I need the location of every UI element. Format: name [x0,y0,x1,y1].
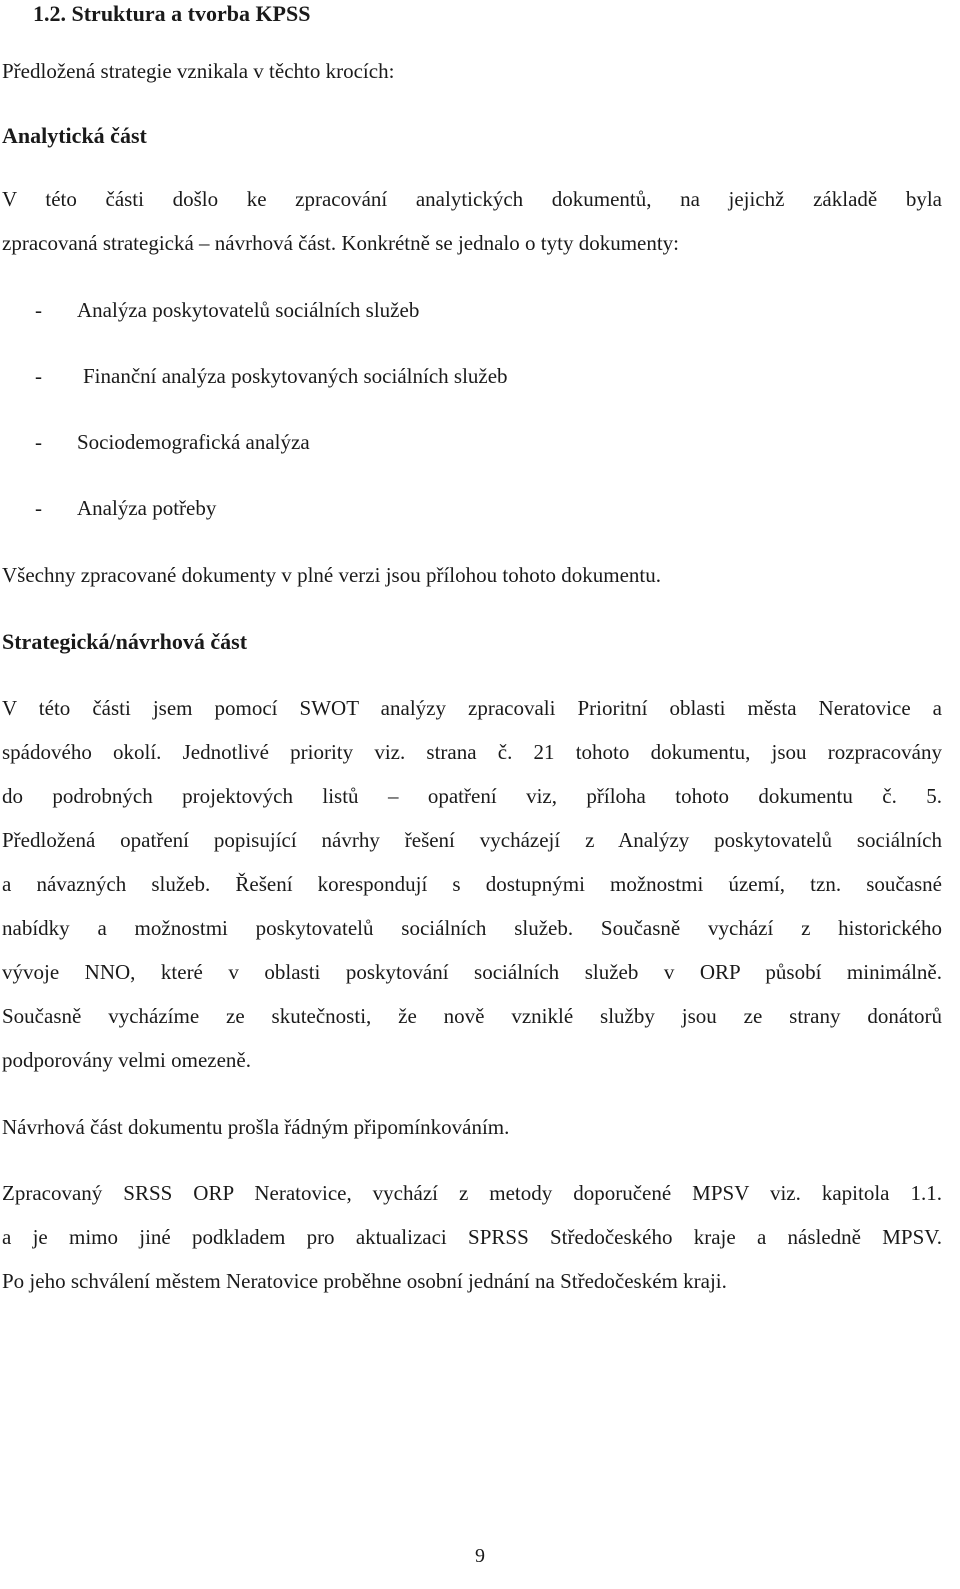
strategic-paragraph-line: do podrobných projektových listů – opatření viz, příloha tohoto dokumentu č. 5. [2,784,942,808]
list-item [35,300,419,321]
list-marker: - [35,298,42,322]
comments-text: Návrhová část dokumentu prošla řádným připomínkováním. [2,1115,510,1139]
strategic-paragraph-line: nabídky a možnostmi poskytovatelů sociálních služeb. Současně vychází z historického [2,916,942,940]
list-marker: - [35,496,42,520]
final-paragraph-line: Zpracovaný SRSS ORP Neratovice, vychází z metody doporučené MPSV viz. kapitola 1.1. [2,1181,942,1205]
analytic-paragraph-line: zpracovaná strategická – návrhová část. Konkrétně se jednalo o tyty dokumenty: [2,231,680,255]
analytic-heading: Analytická část [2,123,147,148]
strategic-paragraph-line: vývoje NNO, které v oblasti poskytování sociálních služeb v ORP působí minimálně. [2,960,942,984]
list-marker: - [35,364,42,388]
list-item [35,366,508,387]
analytic-paragraph-line: V této části došlo ke zpracování analytických dokumentů, na jejichž základě byla [2,187,942,211]
strategic-paragraph-line: Předložená opatření popisující návrhy řešení vycházejí z Analýzy poskytovatelů sociálních [2,828,942,852]
list-item [35,432,310,453]
list-item-text: Analýza potřeby [77,496,217,520]
final-paragraph-line: a je mimo jiné podkladem pro aktualizaci SPRSS Středočeského kraje a následně MPSV. [2,1225,942,1249]
strategic-paragraph-line: Současně vycházíme ze skutečnosti, že nově vzniklé služby jsou ze strany donátorů [2,1004,942,1028]
strategic-paragraph-line: V této části jsem pomocí SWOT analýzy zpracovali Prioritní oblasti města Neratovice a [2,696,942,720]
list-marker: - [35,430,42,454]
strategic-paragraph-line: spádového okolí. Jednotlivé priority viz. strana č. 21 tohoto dokumentu, jsou rozpracovány [2,740,942,764]
intro-text: Předložená strategie vznikala v těchto krocích: [2,59,395,83]
list-item-text: Analýza poskytovatelů sociálních služeb [77,298,420,322]
strategic-heading: Strategická/návrhová část [2,629,248,654]
list-item [35,498,216,519]
list-item-text: Sociodemografická analýza [77,430,310,454]
section-heading: 1.2. Struktura a tvorba KPSS [33,1,311,26]
list-item-text: Finanční analýza poskytovaných sociálních služeb [83,364,508,388]
analytic-closing: Všechny zpracované dokumenty v plné verzi jsou přílohou tohoto dokumentu. [2,563,662,587]
page-number: 9 [475,1545,485,1567]
strategic-paragraph-line: a návazných služeb. Řešení korespondují s dostupnými možnostmi území, tzn. současné [2,872,942,896]
strategic-paragraph-line: podporovány velmi omezeně. [2,1048,252,1072]
final-paragraph-line: Po jeho schválení městem Neratovice proběhne osobní jednání na Středočeském kraji. [2,1269,727,1293]
